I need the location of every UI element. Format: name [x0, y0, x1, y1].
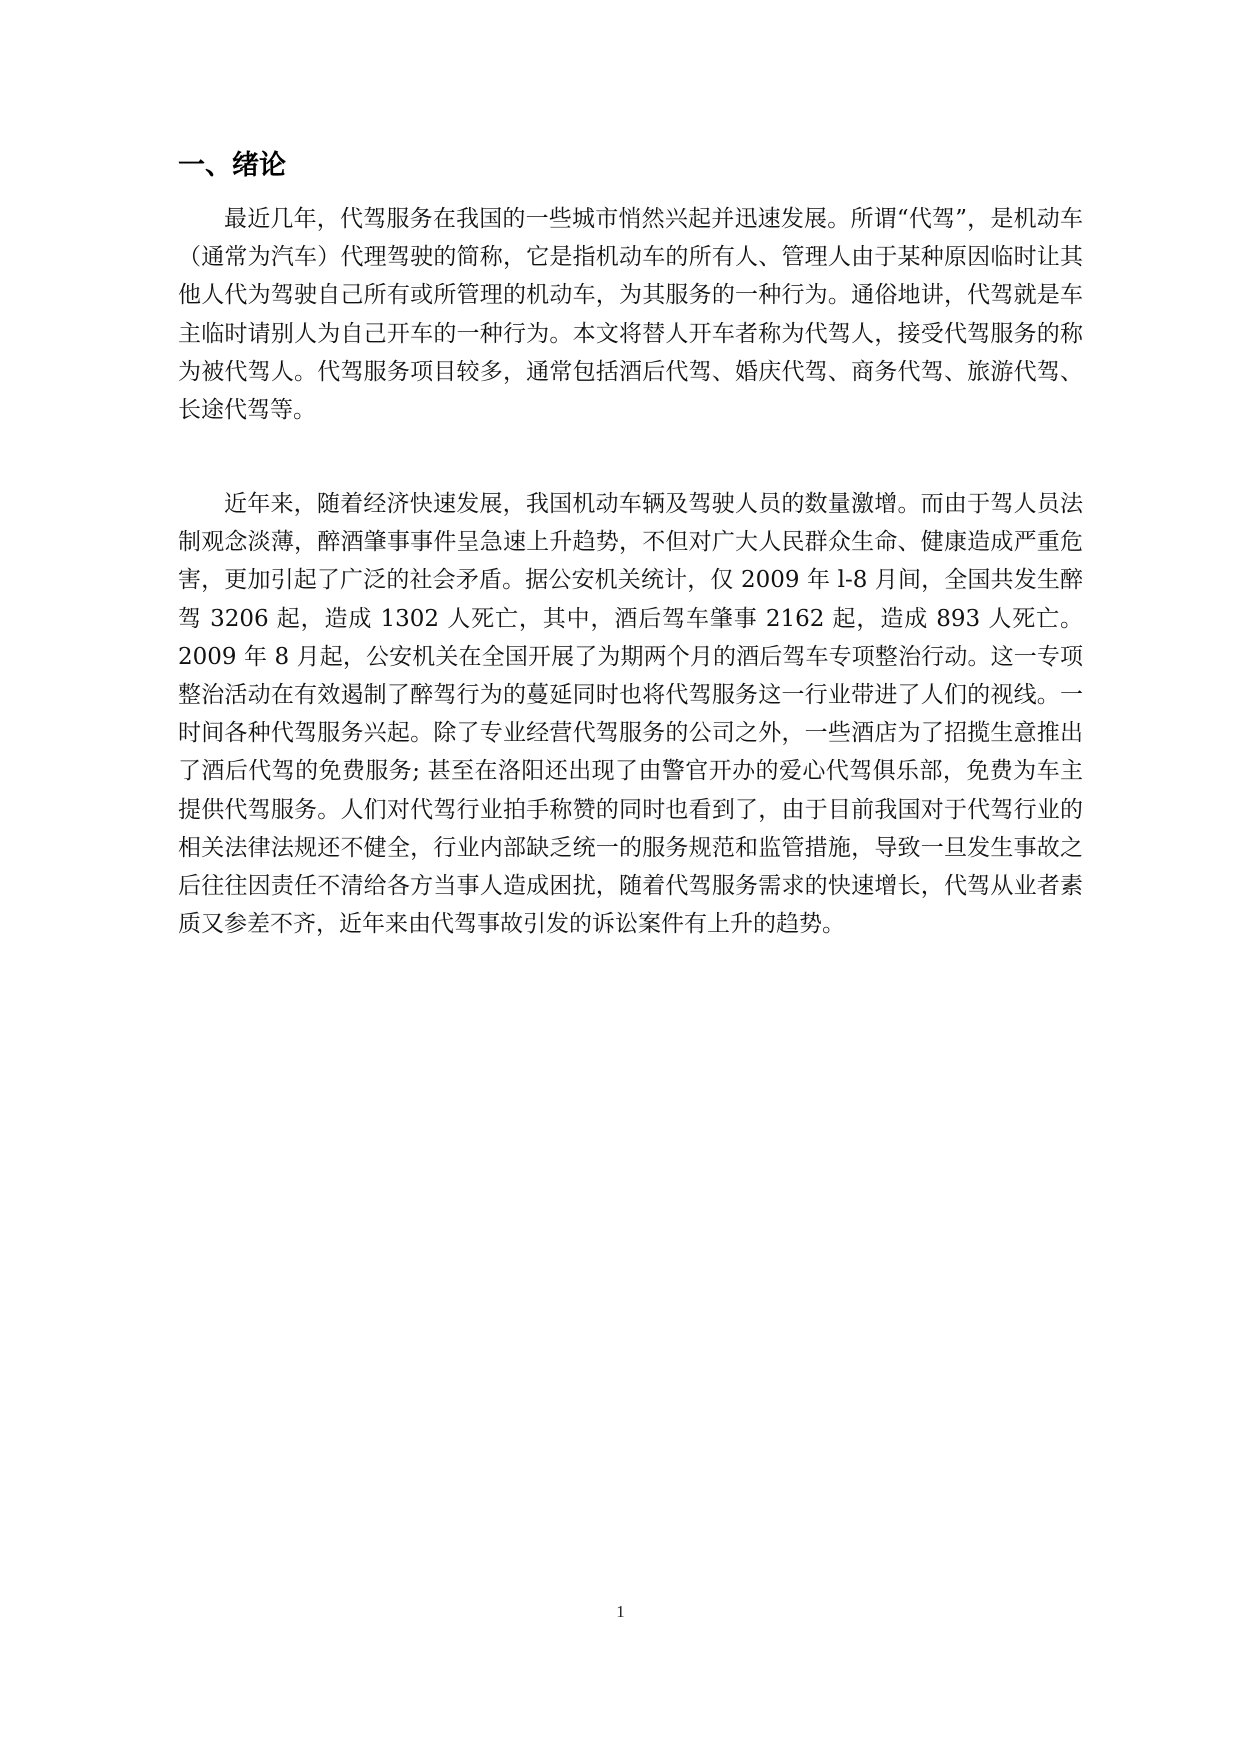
body-paragraph-1: 最近几年，代驾服务在我国的一些城市悄然兴起并迅速发展。所谓“代驾”，是机动车（通常为汽车）代理驾驶的简称，它是指机动车的所有人、管理人由于某种原因临时让其他人代为驾驶自己所有或所管理的机动车，为其服务的一种行为。通俗地讲，代驾就是车主临时请别人为自己开车的一种行为。本文将替人开车者称为代驾人，接受代驾服务的称为被代驾人。代驾服务项目较多，通常包括酒后代驾、婚庆代驾、商务代驾、旅游代驾、长途代驾等。 [178, 206, 1083, 424]
page-number: 1 [616, 1602, 625, 1621]
body-paragraph-2: 近年来，随着经济快速发展，我国机动车辆及驾驶人员的数量激增。而由于驾人员法制观念淡薄，醉酒肇事事件呈急速上升趋势，不但对广大人民群众生命、健康造成严重危害，更加引起了广泛的社会矛盾。据公安机关统计，仅 2009 年 l-8 月间，全国共发生醉驾 3206 起，造成 1302 人死亡，其中，酒后驾车肇事 2162 起，造成 893 人死亡。2009 年 8 月起，公安机关在全国开展了为期两个月的酒后驾车专项整治行动。这一专项整治活动在有效遏制了醉驾行为的蔓延同时也将代驾服务这一行业带进了人们的视线。一时间各种代驾服务兴起。除了专业经营代驾服务的公司之外，一些酒店为了招揽生意推出了酒后代驾的免费服务; 甚至在洛阳还出现了由警官开办的爱心代驾俱乐部，免费为车主提供代驾服务。人们对代驾行业拍手称赞的同时也看到了，由于目前我国对于代驾行业的相关法律法规还不健全，行业内部缺乏统一的服务规范和监管措施，导致一旦发生事故之后往往因责任不清给各方当事人造成困扰，随着代驾服务需求的快速增长，代驾从业者素质又参差不齐，近年来由代驾事故引发的诉讼案件有上升的趋势。 [178, 491, 1083, 938]
section-heading: 一、绪论 [178, 150, 286, 181]
